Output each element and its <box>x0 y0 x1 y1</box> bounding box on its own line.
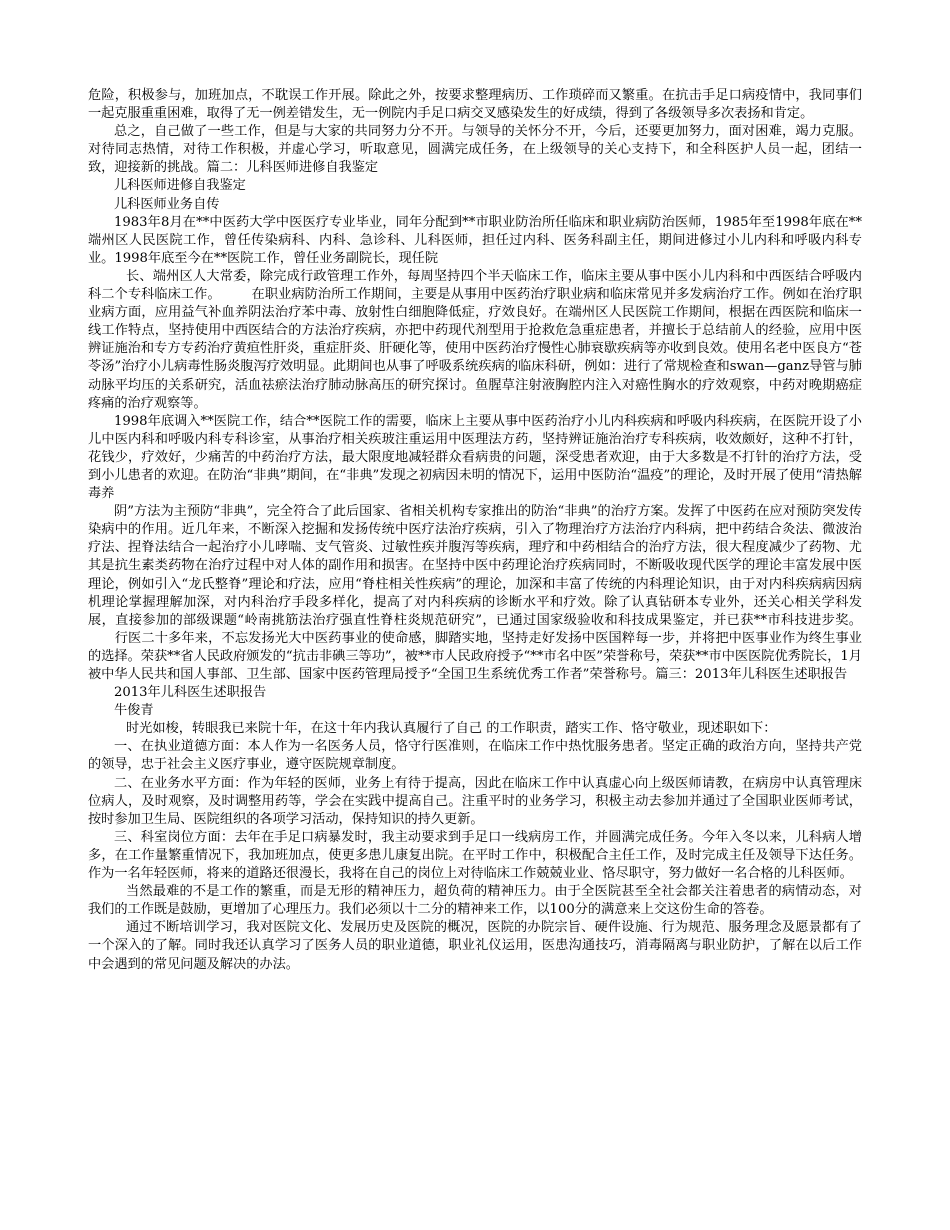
paragraph: 总之，自己做了一些工作，但是与大家的共同努力分不开。与领导的关怀分不开，今后，还要更加努力，面对困难，竭力克服。对待同志热情，对待工作积极，并虚心学习，听取意见，圆满完成任务，在上级领导的关心支持下，和全科医护人员一起，团结一致，迎接新的挑战。篇二：儿科医师进修自我鉴定 <box>88 124 862 176</box>
paragraph: 儿科医师业务自传 <box>114 196 220 212</box>
paragraph: 儿科医师进修自我鉴定 <box>114 178 246 194</box>
paragraph: 危险，积极参与，加班加点，不耽误工作开展。除此之外，按要求整理病历、工作琐碎而又繁重。在抗击手足口病疫情中，我同事们一起克服重重困难，取得了无一例差错发生，无一例院内手足口病交叉感染发生的好成绩，得到了各级领导多次表扬和肯定。 <box>88 88 862 122</box>
paragraph: 当然最难的不是工作的繁重，而是无形的精神压力，超负荷的精神压力。由于全医院甚至全社会都关注着患者的病情动态，对我们的工作既是鼓励，更增加了心理压力。我们必须以十二分的精神来工作，以100分的满意来上交这份生命的答卷。 <box>88 884 862 918</box>
paragraph: 阴”方法为主预防“非典”，完全符合了此后国家、省相关机构专家推出的防治“非典”的治疗方案。发挥了中医药在应对预防突发传染病中的作用。近几年来，不断深入挖掘和发扬传统中医疗法治疗疾病，引入了物理治疗方法治疗内科病，把中药结合灸法、微波治疗法、捏脊法结合一起治疗小儿哮喘、支气管炎、过敏性疾并腹泻等疾病，理疗和中药相结合的治疗方法，很大程度减少了药物、尤其是抗生素类药物在治疗过程中对人体的副作用和损害。在坚持中医中药理论治疗疾病同时，不断吸收现代医学的理论丰富发展中医理论，例如引入“龙氏整脊”理论和疗法，应用“脊柱相关性疾病”的理论，加深和丰富了传统的内科理论知识，由于对内科疾病病因病机理论掌握理解加深，对内科治疗手段多样化，提高了对内科疾病的诊断水平和疗效。除了认真钻研本专业外，还关心相关学科发展，直接参加的部级课题“岭南挑筋法治疗强直性脊柱炎规范研究”，已通过国家级验收和科技成果鉴定，并已获**市科技进步奖。 行医二十多年来，不忘发扬光大中医药事业的使命感，脚踏实地，坚持走好发扬中医国粹每一步，并将把中医事业作为终生事业的选择。荣获**省人民政府颁发的“抗击非碘三等功”，被**市人民政府授予“**市名中医”荣誉称号，荣获**市中医医院优秀院长，1月被中华人民共和国人事部、卫生部、国家中医药管理局授予“全国卫生系统优秀工作者”荣誉称号。篇三：2013年儿科医生述职报告 <box>88 504 862 682</box>
paragraph: 1983年8月在**中医药大学中医医疗专业毕业，同年分配到**市职业防治所任临床和职业病防治医师，1985年至1998年底在**端州区人民医院工作，曾任传染病科、内科、急诊科、儿科医师，担任过内科、医务科副主任，期间进修过小儿内科和呼吸内科专业。1998年底至今在**医院工作，曾任业务副院长，现任院 <box>88 214 862 266</box>
paragraph: 1998年底调入**医院工作，结合**医院工作的需要，临床上主要从事中医药治疗小儿内科疾病和呼吸内科疾病，在医院开设了小儿中医内科和呼吸内科专科诊室，从事治疗相关疾玻注重运用中医理法方药，坚持辨证施治治疗专科疾病，收效颇好，这种不打针，花钱少，疗效好，少痛苦的中药治疗方法，最大限度地减轻群众看病贵的问题，深受患者欢迎，由于大多数是不打针的治疗方法，受到小儿患者的欢迎。在防治“非典”期间，在“非典”发现之初病因未明的情况下，运用中医防治“温疫”的理论，及时开展了使用“清热解毒养 <box>88 413 862 502</box>
paragraph: 三、科室岗位方面：去年在手足口病暴发时，我主动要求到手足口一线病房工作，并圆满完成任务。今年入冬以来，儿科病人增多，在工作量繁重情况下，我加班加点，使更多患儿康复出院。在平时工作中，积极配合主任工作，及时完成主任及领导下达任务。作为一名年轻医师，将来的道路还很漫长，我将在自己的岗位上对待临床工作兢兢业业、恪尽职守，努力做好一名合格的儿科医师。 <box>88 829 862 882</box>
paragraph: 牛俊青 <box>114 703 154 719</box>
paragraph: 长、端州区人大常委，除完成行政管理工作外，每周坚持四个半天临床工作，临床主要从事中医小儿内科和中西医结合呼吸内科二个专科临床工作。 在职业病防治所工作期间，主要是从事用中医药治疗职业病和临床常见并多发病治疗工作。例如在治疗职业病方面，应用益气补血养阴法治疗苯中毒、放射性白细胞降低症，疗效良好。在端州区人民医院工作期间，根据在西医院和临床一线工作特点，坚持使用中西医结合的方法治疗疾病，亦把中药现代剂型用于抢救危急重症患者，并擅长于总结前人的经验，应用中医辨证施治和专方专药治疗黄疸性肝炎，重症肝炎、肝硬化等，使用中医药治疗慢性心肺衰歇疾病等亦收到良效。使用名老中医良方“苍苓汤”治疗小儿病毒性肠炎腹泻疗效明显。此期间也从事了呼吸系统疾病的临床科研，例如：进行了常规检查和swan—ganz导管与肺动脉平均压的关系研究，活血祛瘀法治疗肺动脉高压的研究探讨。鱼腥草注射液胸腔内注入对癌性胸水的疗效观察，中药对晚期癌症疼痛的治疗观察等。 <box>88 268 862 411</box>
paragraph: 二、在业务水平方面：作为年轻的医师，业务上有待于提高，因此在临床工作中认真虚心向上级医师请教，在病房中认真管理床位病人，及时观察，及时调整用药等，学会在实践中提高自己。注重平时的业务学习，积极主动去参加并通过了全国职业医师考试，按时参加卫生局、医院组织的各项学习活动，保持知识的持久更新。 <box>88 775 862 827</box>
paragraph: 通过不断培训学习，我对医院文化、发展历史及医院的概况，医院的办院宗旨、硬件设施、行为规范、服务理念及愿景都有了一个深入的了解。同时我还认真学习了医务人员的职业道德，职业礼仪运用，医患沟通技巧，消毒隔离与职业防护，了解在以后工作中会遇到的常见问题及解决的办法。 <box>88 920 862 972</box>
paragraph: 一、在执业道德方面：本人作为一名医务人员，恪守行医准则，在临床工作中热忱服务患者。坚定正确的政治方向，坚持共产党的领导，忠于社会主义医疗事业，遵守医院规章制度。 <box>88 739 862 773</box>
paragraph: 时光如梭，转眼我已来院十年，在这十年内我认真履行了自己 的工作职责，踏实工作、恪守敬业，现述职如下： <box>126 721 777 737</box>
document-body <box>88 87 862 974</box>
paragraph: 2013年儿科医生述职报告 <box>114 685 267 701</box>
